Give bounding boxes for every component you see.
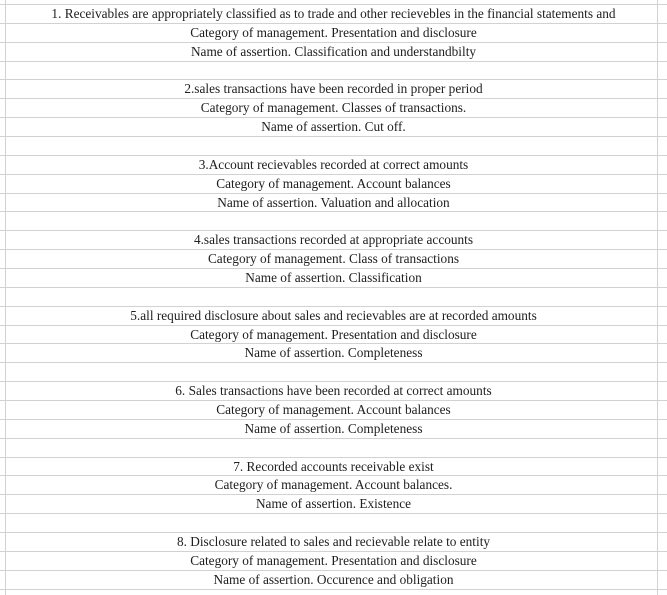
empty-row[interactable] xyxy=(0,137,667,156)
assertion-block-5 xyxy=(0,307,667,382)
cell-assertion-8-statement[interactable]: 8. Disclosure related to sales and recievable relate to entity xyxy=(0,533,667,552)
cell-assertion-5-name[interactable]: Name of assertion. Completeness xyxy=(0,344,667,363)
cell-assertion-5-statement[interactable]: 5.all required disclosure about sales and recievables are at recorded amounts xyxy=(0,307,667,326)
cell-assertion-8-name[interactable]: Name of assertion. Occurence and obligation xyxy=(0,571,667,590)
sheet-grid xyxy=(0,4,667,595)
empty-row[interactable] xyxy=(0,363,667,382)
cell-assertion-6-category[interactable]: Category of management. Account balances xyxy=(0,401,667,420)
cell-assertion-7-name[interactable]: Name of assertion. Existence xyxy=(0,495,667,514)
assertion-block-1 xyxy=(0,5,667,80)
assertion-block-6 xyxy=(0,382,667,457)
cell-assertion-3-name[interactable]: Name of assertion. Valuation and allocation xyxy=(0,194,667,213)
cell-assertion-2-statement[interactable]: 2.sales transactions have been recorded in proper period xyxy=(0,80,667,99)
cell-assertion-7-category[interactable]: Category of management. Account balances. xyxy=(0,476,667,495)
cell-assertion-2-category[interactable]: Category of management. Classes of transactions. xyxy=(0,99,667,118)
cell-assertion-3-statement[interactable]: 3.Account recievables recorded at correct amounts xyxy=(0,156,667,175)
empty-row[interactable] xyxy=(0,212,667,231)
cell-assertion-6-statement[interactable]: 6. Sales transactions have been recorded at correct amounts xyxy=(0,382,667,401)
cell-assertion-1-category[interactable]: Category of management. Presentation and disclosure xyxy=(0,24,667,43)
cell-assertion-4-category[interactable]: Category of management. Class of transactions xyxy=(0,250,667,269)
cell-assertion-3-category[interactable]: Category of management. Account balances xyxy=(0,175,667,194)
empty-row[interactable] xyxy=(0,590,667,595)
cell-assertion-1-name[interactable]: Name of assertion. Classification and understandbilty xyxy=(0,43,667,62)
cell-assertion-4-statement[interactable]: 4.sales transactions recorded at appropriate accounts xyxy=(0,231,667,250)
column-gridline-left xyxy=(5,0,6,595)
empty-row[interactable] xyxy=(0,514,667,533)
cell-assertion-7-statement[interactable]: 7. Recorded accounts receivable exist xyxy=(0,458,667,477)
cell-assertion-6-name[interactable]: Name of assertion. Completeness xyxy=(0,420,667,439)
empty-row[interactable] xyxy=(0,288,667,307)
assertion-block-2 xyxy=(0,80,667,155)
empty-row[interactable] xyxy=(0,62,667,81)
column-gridline-right xyxy=(657,0,658,595)
cell-assertion-8-category[interactable]: Category of management. Presentation and disclosure xyxy=(0,552,667,571)
assertion-block-3 xyxy=(0,156,667,231)
cell-assertion-5-category[interactable]: Category of management. Presentation and disclosure xyxy=(0,326,667,345)
assertion-block-8 xyxy=(0,533,667,595)
cell-assertion-2-name[interactable]: Name of assertion. Cut off. xyxy=(0,118,667,137)
cell-assertion-4-name[interactable]: Name of assertion. Classification xyxy=(0,269,667,288)
assertion-block-7 xyxy=(0,458,667,533)
assertion-block-4 xyxy=(0,231,667,306)
empty-row[interactable] xyxy=(0,439,667,458)
cell-assertion-1-statement[interactable]: 1. Receivables are appropriately classified as to trade and other recievebles in the financial statements and xyxy=(0,5,667,24)
